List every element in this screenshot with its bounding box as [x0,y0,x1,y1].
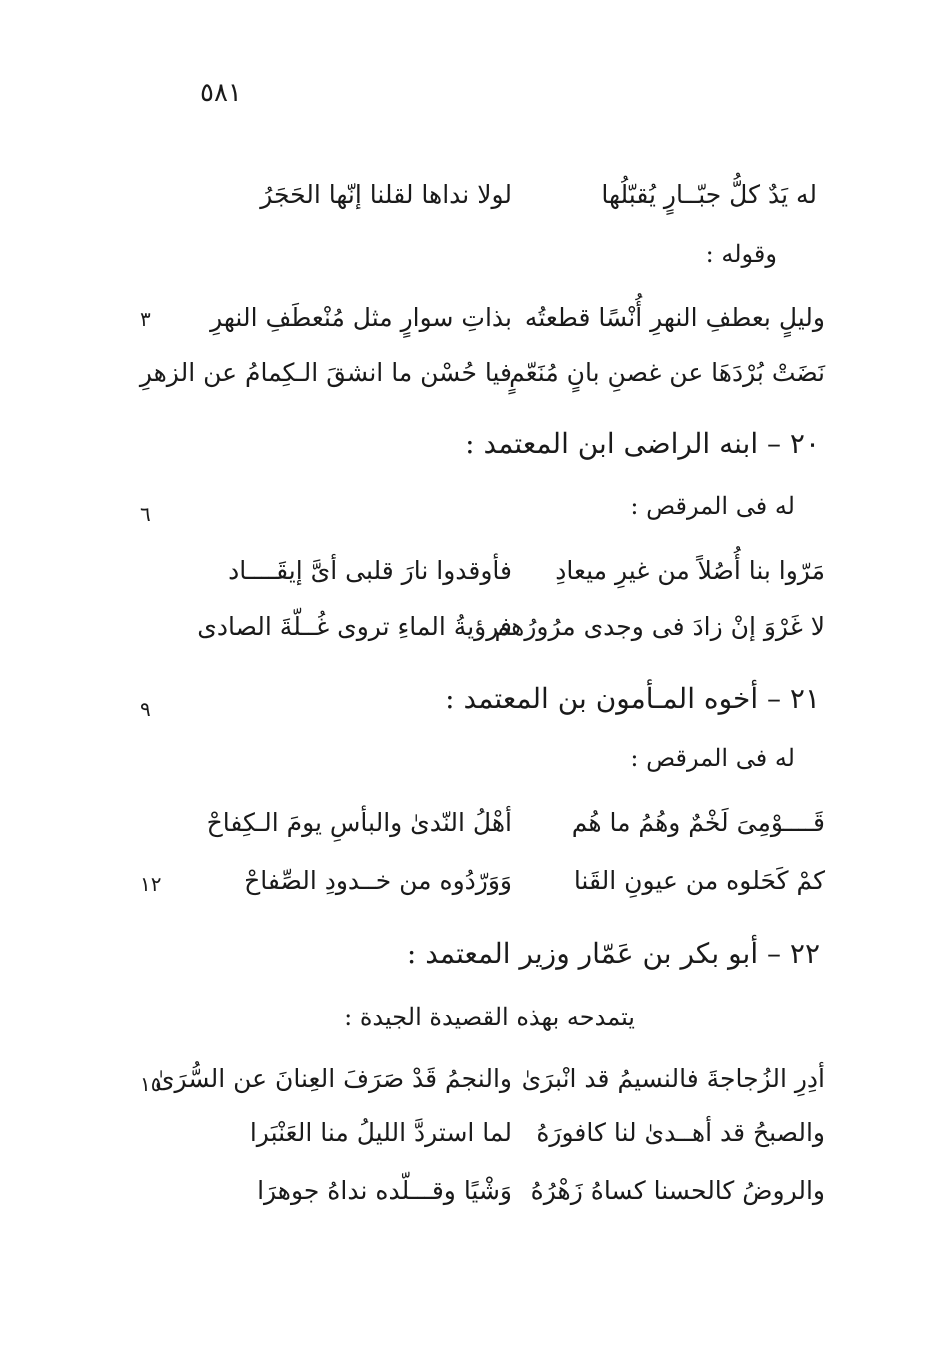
verse-10-second-hemistich: وَشْيًا وقـــلّده نداهُ جوهرَا [257,1176,512,1205]
line-number: ٩ [140,697,151,721]
verse-2-first-hemistich: وليلٍ بعطفِ النهرِ أُنْسًا قطعتُه [524,303,825,332]
verse-8-first-hemistich: أدِرِ الزُجاجةَ فالنسيمُ قد انْبرَىٰ [521,1064,825,1093]
verse-4-first-hemistich: مَرّوا بنا أُصُلاً من غيرِ ميعادِ [555,556,825,585]
line-number: ٣ [140,307,151,331]
line-number: ١٢ [140,872,162,896]
line-number: ١٥ [140,1072,162,1096]
verse-1-second-hemistich: لولا نداها لقلنا إنّها الحَجَرُ [260,180,512,209]
verse-7-first-hemistich: كمْ كَحَلوه من عيونِ القَنا [573,866,825,895]
verse-6-second-hemistich: أهْلُ النّدىٰ والبأسِ يومَ الـكِفاحْ [206,808,512,837]
verse-9-first-hemistich: والصبحُ قد أهــدىٰ لنا كافورَهُ [536,1118,825,1147]
verse-1-first-hemistich: له يَدٌ كلُّ جبّــارٍ يُقبّلُها [601,180,817,209]
verse-3-second-hemistich: فيا حُسْن ما انشقَ الـكِمامُ عن الزهرِ [139,358,512,387]
verse-10-first-hemistich: والروضُ كالحسنا كساهُ زَهْرُهُ [530,1176,825,1205]
verse-2-second-hemistich: بذاتِ سوارٍ مثل مُنْعطَفِ النهرِ [210,303,512,332]
verse-6-first-hemistich: قَــــوْمِىَ لَخْمٌ وهُمُ ما هُم [571,808,825,837]
verse-5-first-hemistich: لا غَرْوَ إنْ زادَ فى وجدى مرُورُهم [494,612,825,641]
verse-9-second-hemistich: لما استردَّ الليلُ منا العَنْبَرا [249,1118,512,1147]
intro-line: له فى المرقص : [630,744,795,772]
intro-line: يتمدحه بهذه القصيدة الجيدة : [344,1003,635,1031]
section-heading-22: ٢٢ – أبو بكر بن عَمّار وزير المعتمد : [406,937,820,970]
line-number: ٦ [140,502,151,526]
section-heading-21: ٢١ – أخوه المـأمون بن المعتمد : [445,682,820,715]
verse-7-second-hemistich: وَوَرّدُوه من خــدودِ الصِّفاحْ [244,866,512,895]
page-number: ٥٨١ [200,78,242,108]
intro-line: وقوله : [705,240,777,268]
verse-5-second-hemistich: فرؤيةُ الماءِ تروى غُــلّةَ الصادى [197,612,512,641]
verse-3-first-hemistich: نَضَتْ بُرْدَهَا عن غصنِ بانٍ مُنَعّمٍ [509,358,825,387]
intro-line: له فى المرقص : [630,492,795,520]
verse-8-second-hemistich: والنجمُ قَدْ صَرَفَ العِنانَ عن السُّرَىٰ [154,1064,512,1093]
section-heading-20: ٢٠ – ابنه الراضى ابن المعتمد : [465,427,820,460]
verse-4-second-hemistich: فأوقدوا نارَ قلبى أىَّ إيقَــــاد [228,556,512,585]
